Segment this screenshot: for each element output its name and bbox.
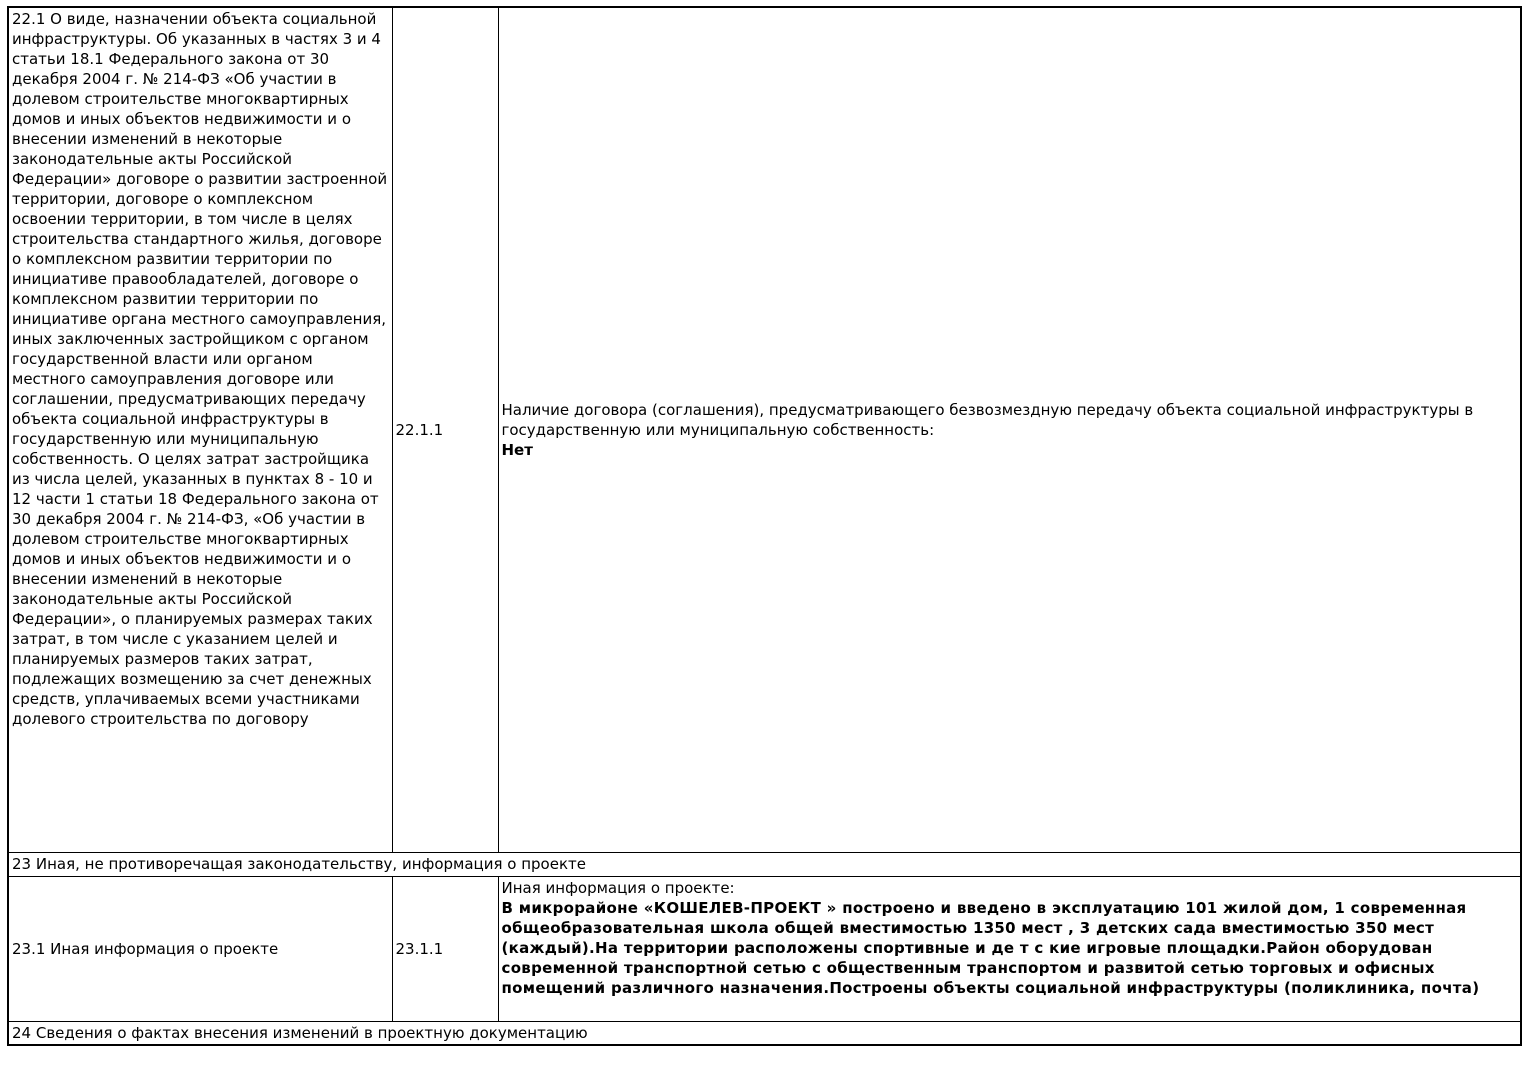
- row-23-1-description-text: 23.1 Иная информация о проекте: [12, 939, 279, 958]
- table-row-23-1: [8, 876, 1521, 1021]
- section-23-title-cell: [8, 852, 1521, 876]
- row-23-1-value-label: Иная информация о проекте:: [501, 878, 735, 897]
- row-22-1-description-cell: [8, 7, 392, 852]
- table-row-section-23: [8, 852, 1521, 876]
- row-23-1-code-text: 23.1.1: [395, 939, 444, 958]
- row-22-1-code-text: 22.1.1: [395, 420, 444, 439]
- row-22-1-code-cell: [392, 7, 498, 852]
- table-row-section-24: [8, 1021, 1521, 1045]
- section-24-title-cell: [8, 1021, 1521, 1045]
- section-24-title-text: 24 Сведения о фактах внесения изменений в проектную документацию: [12, 1023, 588, 1042]
- row-22-1-description-text: 22.1 О виде, назначении объекта социальной инфраструктуры. Об указанных в частях 3 и 4 статьи 18.1 Федерального закона от 30 декабря 2004 г. № 214-ФЗ «Об участии в долевом строительстве многоквартирных домов и иных объектов недвижимости и о внесении изменений в некоторые законодательные акты Российской Федерации» договоре о развитии застроенной территории, договоре о комплексном освоении территории, в том числе в целях строительства стандартного жилья, договоре о комплексном развитии территории по инициативе правообладателей, договоре о комплексном развитии территории по инициативе органа местного самоуправления, иных заключенных застройщиком с органом государственной власти или органом местного самоуправления договоре или соглашении, предусматривающих передачу объекта социальной инфраструктуры в государственную или муниципальную собственность. О целях затрат застройщика из числа целей, указанных в пунктах 8 - 10 и 12 части 1 статьи 18 Федерального закона от 30 декабря 2004 г. № 214-ФЗ, «Об участии в долевом строительстве многоквартирных домов и иных объектов недвижимости и о внесении изменений в некоторые законодательные акты Российской Федерации», о планируемых размерах таких затрат, в том числе с указанием целей и планируемых размеров таких затрат, подлежащих возмещению за счет денежных средств, уплачиваемых всеми участниками долевого строительства по договору: [12, 10, 388, 728]
- project-declaration-table: [7, 6, 1522, 1046]
- row-23-1-value-text: В микрорайоне «КОШЕЛЕВ-ПРОЕКТ » построено и введено в эксплуатацию 101 жилой дом, 1 современная общеобразовательная школа общей вместимостью 1350 мест , 3 детских сада вместимостью 350 мест (каждый).На территории расположены спортивные и де т с кие игровые площадки.Район оборудован современной транспортной сетью с общественным транспортом и развитой сетью торговых и офисных помещений различного назначения.Построены объекты социальной инфраструктуры (поликлиника, почта): [501, 898, 1480, 997]
- table-row-22-1: [8, 7, 1521, 852]
- row-23-1-description-cell: [8, 876, 392, 1021]
- row-22-1-value-label: Наличие договора (соглашения), предусматривающего безвозмездную передачу объекта социальной инфраструктуры в государственную или муниципальную собственность:: [501, 400, 1474, 439]
- row-22-1-value-cell: [498, 7, 1521, 852]
- row-22-1-value-text: Нет: [501, 440, 533, 459]
- row-23-1-value-cell: [498, 876, 1521, 1021]
- section-23-title-text: 23 Иная, не противоречащая законодательству, информация о проекте: [12, 855, 586, 873]
- row-23-1-code-cell: [392, 876, 498, 1021]
